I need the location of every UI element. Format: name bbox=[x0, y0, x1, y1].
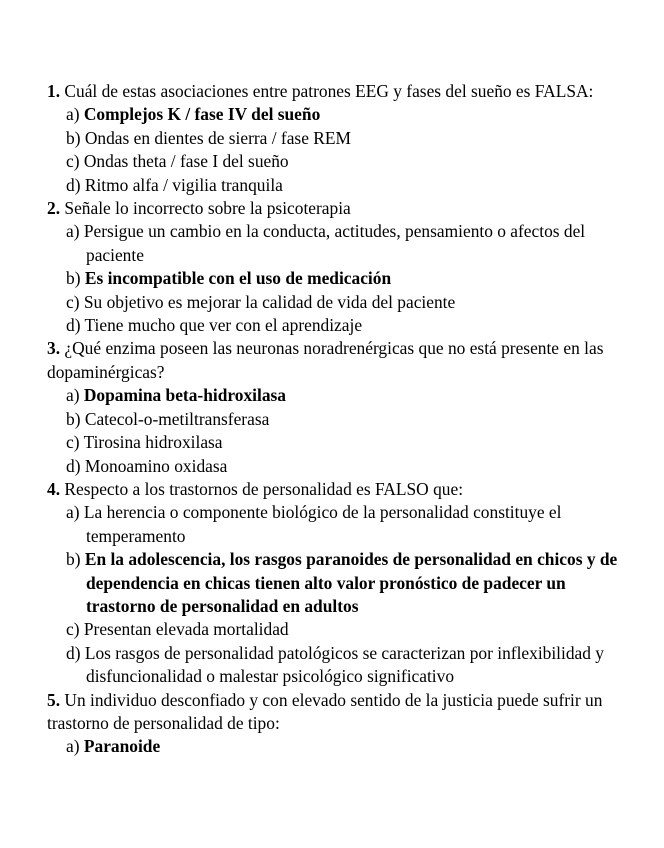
option-text: Ondas en dientes de sierra / fase REM bbox=[84, 127, 351, 148]
option-letter: b) bbox=[66, 268, 81, 289]
option-text: En la adolescencia, los rasgos paranoides de personalidad en chicos y de dependencia en chicas tienen alto valor pronóstico de padecer un trastorno de personalidad en adultos bbox=[84, 549, 618, 616]
option-a bbox=[66, 220, 625, 267]
option-d bbox=[66, 314, 625, 337]
option-text: Persigue un cambio en la conducta, actitudes, pensamiento o afectos del paciente bbox=[83, 221, 586, 265]
option-text: Los rasgos de personalidad patológicos se caracterizan por inflexibilidad y disfuncionalidad o malestar psicológico significativo bbox=[84, 642, 604, 687]
option-c bbox=[66, 291, 625, 314]
option-c bbox=[66, 618, 625, 641]
option-d bbox=[66, 455, 625, 478]
option-letter: d) bbox=[66, 642, 81, 663]
question-stem bbox=[47, 80, 625, 103]
option-letter: a) bbox=[66, 736, 80, 757]
option-letter: c) bbox=[66, 151, 80, 172]
option-text: Paranoide bbox=[83, 736, 161, 757]
option-a bbox=[66, 103, 625, 126]
question-2 bbox=[47, 197, 625, 337]
option-letter: a) bbox=[66, 385, 80, 406]
option-letter: d) bbox=[66, 455, 81, 476]
option-c bbox=[66, 150, 625, 173]
question-stem bbox=[47, 337, 625, 384]
option-text: Catecol-o-metiltransferasa bbox=[84, 408, 270, 429]
question-stem bbox=[47, 478, 625, 501]
option-text: Dopamina beta-hidroxilasa bbox=[83, 385, 286, 406]
question-text: Señale lo incorrecto sobre la psicoterapia bbox=[64, 198, 351, 219]
option-letter: c) bbox=[66, 291, 80, 312]
option-b bbox=[66, 408, 625, 431]
option-letter: a) bbox=[66, 104, 80, 125]
option-b bbox=[66, 548, 625, 618]
option-text: Monoamino oxidasa bbox=[84, 455, 228, 476]
option-b bbox=[66, 267, 625, 290]
option-b bbox=[66, 127, 625, 150]
option-letter: a) bbox=[66, 221, 80, 242]
option-text: Ritmo alfa / vigilia tranquila bbox=[84, 174, 283, 195]
option-letter: a) bbox=[66, 502, 80, 523]
option-letter: c) bbox=[66, 432, 80, 453]
question-number: 5. bbox=[47, 689, 61, 710]
option-d bbox=[66, 174, 625, 197]
question-text: Respecto a los trastornos de personalidad es FALSO que: bbox=[64, 478, 464, 499]
question-text: Cuál de estas asociaciones entre patrones EEG y fases del sueño es FALSA: bbox=[64, 81, 594, 101]
question-text: ¿Qué enzima poseen las neuronas noradrenérgicas que no está presente en las dopaminérgicas? bbox=[47, 338, 604, 382]
option-letter: c) bbox=[66, 619, 80, 640]
option-text: Complejos K / fase IV del sueño bbox=[83, 104, 321, 125]
question-number: 1. bbox=[47, 81, 61, 101]
option-c bbox=[66, 431, 625, 454]
option-text: La herencia o componente biológico de la personalidad constituye el temperamento bbox=[83, 502, 562, 546]
option-a bbox=[66, 384, 625, 407]
question-stem bbox=[47, 197, 625, 220]
question-stem bbox=[47, 689, 625, 736]
question-number: 4. bbox=[47, 478, 61, 499]
quiz-document bbox=[47, 80, 625, 759]
option-text: Es incompatible con el uso de medicación bbox=[84, 268, 392, 289]
question-number: 3. bbox=[47, 338, 61, 359]
question-4 bbox=[47, 478, 625, 689]
option-d bbox=[66, 642, 625, 689]
option-a bbox=[66, 501, 625, 548]
option-letter: b) bbox=[66, 549, 81, 570]
option-letter: d) bbox=[66, 174, 81, 195]
option-letter: b) bbox=[66, 408, 81, 429]
option-text: Su objetivo es mejorar la calidad de vida del paciente bbox=[83, 291, 456, 312]
question-3 bbox=[47, 337, 625, 477]
option-letter: b) bbox=[66, 127, 81, 148]
option-text: Ondas theta / fase I del sueño bbox=[83, 151, 289, 172]
option-text: Tirosina hidroxilasa bbox=[83, 432, 223, 453]
option-text: Presentan elevada mortalidad bbox=[83, 619, 289, 640]
question-5 bbox=[47, 689, 625, 759]
question-number: 2. bbox=[47, 198, 61, 219]
question-1 bbox=[47, 80, 625, 197]
option-letter: d) bbox=[66, 315, 81, 336]
option-a bbox=[66, 735, 625, 758]
question-text: Un individuo desconfiado y con elevado sentido de la justicia puede sufrir un trastorno de personalidad de tipo: bbox=[47, 689, 603, 733]
option-text: Tiene mucho que ver con el aprendizaje bbox=[84, 315, 363, 336]
